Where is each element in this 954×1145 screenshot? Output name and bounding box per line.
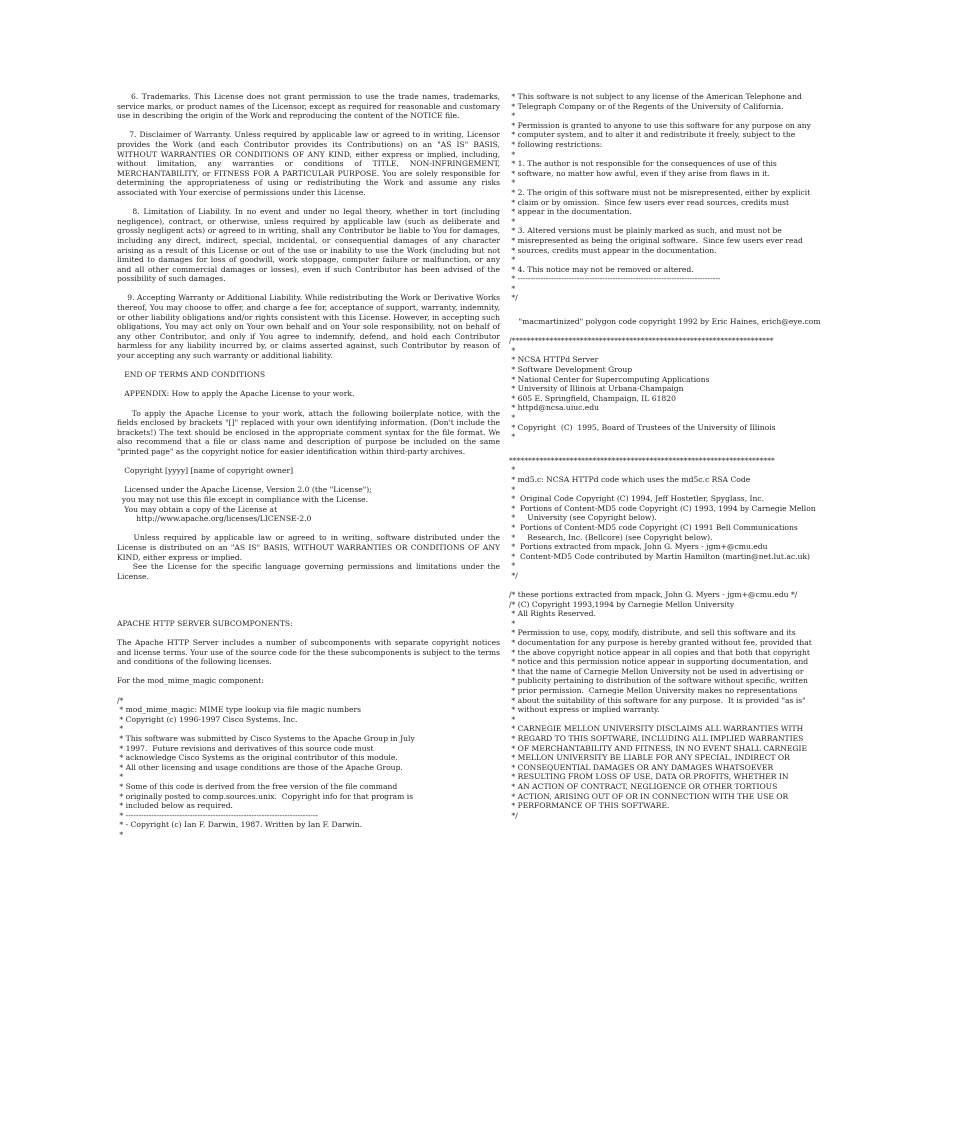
ncsa-httpd-comment: /********************************************************************* * * NCSA HTTPd Server * Software Development Group * National Center for Supercomputing Applications * University of Illinois at Urbana-Champaign * 605 E. Springfield, Champaign, IL 61820 * httpd@ncsa.uiuc.edu * * Copyright (C) 1995, Board of Trustees of the University of Illinois * [509,336,776,442]
appendix-heading: APPENDIX: How to apply the Apache License to your work. [117,389,355,399]
md5-comment: ********************************************************************** * * md5.c: NCSA HTTPd code which uses the md5c.c RSA Code * * Original Code Copyright (C) 1994, Jeff Hostetler, Spyglass, Inc. * Portions of Content-MD5 code Copyright (C) 1993, 1994 by Carnegie Mellon * University (see Copyright below). * Portions of Content-MD5 code Copyright (C) 1991 Bell Communications * Research, Inc. (Bellcore) (see Copyright below). * Portions extracted from mpack, John G. Myers - jgm+@cmu.edu * Content-MD5 Code contributed by Martin Hamilton (martin@net.lut.ac.uk) * */ [509,455,816,580]
left-column [117,92,503,849]
unless-required-notice: Unless required by applicable law or agreed to in writing, software distributed under the License is distributed on an "AS IS" BASIS, WITHOUT WARRANTIES OR CONDITIONS OF ANY KIND, either express or implied. See the License for the specific language governing permissions and limitations under the License. [117,533,501,581]
end-of-terms: END OF TERMS AND CONDITIONS [117,370,266,380]
cmu-copyright-comment: /* these portions extracted from mpack, John G. Myers - jgm+@cmu.edu */ /* (C) Copyright 1993,1994 by Carnegie Mellon University * All Rights Reserved. * * Permission to use, copy, modify, distribute, and sell this software and its * documentation for any purpose is hereby granted without fee, provided that * the above copyright notice appear in all copies and that both that copyright * notice and this permission notice appear in supporting documentation, and * that the name of Carnegie Mellon University not be used in advertising or * publicity pertaining to distribution of the software without specific, written * prior permission. Carnegie Mellon University makes no representations * about the suitability of this software for any purpose. It is provided "as is" * without express or implied warranty. * * CARNEGIE MELLON UNIVERSITY DISCLAIMS ALL WARRANTIES WITH * REGARD TO THIS SOFTWARE, INCLUDING ALL IMPLIED WARRANTIES * OF MERCHANTABILITY AND FITNESS, IN NO EVENT SHALL CARNEGIE * MELLON UNIVERSITY BE LIABLE FOR ANY SPECIAL, INDIRECT OR * CONSEQUENTIAL DAMAGES OR ANY DAMAGES WHATSOEVER * RESULTING FROM LOSS OF USE, DATA OR PROFITS, WHETHER IN * AN ACTION OF CONTRACT, NEGLIGENCE OR OTHER TORTIOUS * ACTION, ARISING OUT OF OR IN CONNECTION WITH THE USE OR * PERFORMANCE OF THIS SOFTWARE. */ [509,590,812,820]
subcomponents-intro: The Apache HTTP Server includes a number of subcomponents with separate copyright notices and license terms. Your use of the source code for the these subcomponents is subject to the terms and conditions of the following licenses. [117,638,500,667]
section-6-trademarks: 6. Trademarks. This License does not grant permission to use the trade names, trademarks, service marks, or product names of the Licensor, except as required for reasonable and customary use in describing the origin of the Work and reproducing the content of the NOTICE file. [117,92,503,121]
macmartinized-note: "macmartinized" polygon code copyright 1992 by Eric Haines, erich@eye.com [509,317,821,327]
section-8-limitation: 8. Limitation of Liability. In no event and under no legal theory, whether in tort (including negligence), contract, or otherwise, unless required by applicable law (such as deliberate and grossly negligent acts) or agreed to in writing, shall any Contributor be liable to You for damages, including any direct, indirect, special, incidental, or consequential damages of any character arising as a result of this License or out of the use or inability to use the Work (including but not limited to damages for loss of goodwill, work stoppage, computer failure or malfunction, or any and all other commercial damages or losses), even if such Contributor has been advised of the possibility of such damages. [117,207,503,284]
copyright-template: Copyright [yyyy] [name of copyright owner] [117,466,294,476]
licensed-notice: Licensed under the Apache License, Version 2.0 (the "License"); you may not use this file except in compliance with the License. You may obtain a copy of the License at http://www.apache.org/licenses/LICENSE-2.0 [121,485,372,524]
att-restrictions-comment: * This software is not subject to any license of the American Telephone and * Telegraph Company or of the Regents of the University of California. * * Permission is granted to anyone to use this software for any purpose on any * computer system, and to alter it and redistribute it freely, subject to the * following restrictions: * * 1. The author is not responsible for the consequences of use of this * software, no matter how awful, even if they arise from flaws in it. * * 2. The origin of this software must not be misrepresented, either by explicit * claim or by omission. Since few users ever read sources, credits must * appear in the documentation. * * 3. Altered versions must be plainly marked as such, and must not be * misrepresented as being the original software. Since few users ever read * sources, credits must appear in the documentation. * * 4. This notice may not be removed or altered. * ------------------------------------------------------------------------------- * */ [511,92,811,303]
section-7-disclaimer: 7. Disclaimer of Warranty. Unless required by applicable law or agreed to in writing, Licensor provides the Work (and each Contributor provides its Contributions) on an "AS IS" BASIS, WITHOUT WARRANTIES OR CONDITIONS OF ANY KIND, either express or implied, including, without limitation, any warranties or conditions of TITLE, NON-INFRINGEMENT, MERCHANTABILITY, or FITNESS FOR A PARTICULAR PURPOSE. You are solely responsible for determining the appropriateness of using or redistributing the Work and assume any risks associated with Your exercise of permissions under this License. [117,130,503,197]
subcomponents-heading: APACHE HTTP SERVER SUBCOMPONENTS: [117,618,293,628]
section-9-accepting-warranty: 9. Accepting Warranty or Additional Liability. While redistributing the Work or Derivative Works thereof, You may choose to offer, and charge a fee for, acceptance of support, warranty, indemnity, or other liability obligations and/or rights consistent with this License. However, in accepting such obligations, You may act only on Your own behalf and on Your sole responsibility, not on behalf of any other Contributor, and only if You agree to indemnify, defend, and hold each Contributor harmless for any liability incurred by, or claims asserted against, such Contributor by reason of your accepting any such warranty or additional liability. [117,293,503,361]
right-column [509,92,893,830]
mime-magic-comment: /* * mod_mime_magic: MIME type lookup via file magic numbers * Copyright (c) 1996-1997 Cisco Systems, Inc. * * This software was submitted by Cisco Systems to the Apache Group in July * 1997. Future revisions and derivatives of this source code must * acknowledge Cisco Systems as the original contributor of this module. * All other licensing and usage conditions are those of the Apache Group. * * Some of this code is derived from the free version of the file command * originally posted to comp.sources.unix. Copyright info for that program is * included below as required. * --------------------------------------------------------------------------- * - Copyright (c) Ian F. Darwin, 1987. Written by Ian F. Darwin. * [117,695,415,839]
mime-magic-heading: For the mod_mime_magic component: [117,676,264,686]
apply-instructions: To apply the Apache License to your work, attach the following boilerplate notice, with the fields enclosed by brackets "[]" replaced with your own identifying information. (Don't include the brackets!) The text should be enclosed in the appropriate comment syntax for the file format. We also recommend that a file or class name and description of purpose be included on the same "printed page" as the copyright notice for easier identification within third-party archives. [117,408,503,456]
